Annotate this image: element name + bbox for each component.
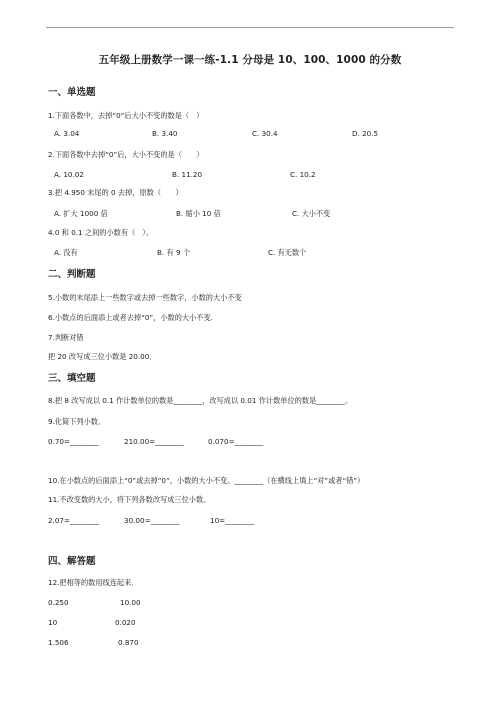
- question-3: 3.把 4.950 末尾的 0 去掉，原数（ ）: [48, 188, 183, 197]
- q1-option-b: B. 3.40: [152, 129, 178, 138]
- match-right-3: 0.870: [118, 638, 139, 647]
- q4-option-a: A. 没有: [54, 248, 78, 257]
- q2-option-b: B. 11.20: [172, 170, 203, 179]
- question-5: 5.小数的末尾添上一些数字或去掉一些数字，小数的大小不变: [48, 293, 242, 302]
- q3-option-c: C. 大小不变: [292, 209, 331, 218]
- page-title: 五年级上册数学一课一练-1.1 分母是 10、100、1000 的分数: [98, 54, 402, 66]
- match-right-2: 0.020: [115, 618, 136, 627]
- question-7-statement: 把 20 改写成三位小数是 20.00．: [48, 352, 157, 361]
- q3-option-b: B. 缩小 10 倍: [176, 209, 221, 218]
- q4-option-b: B. 有 9 个: [157, 248, 191, 257]
- q9-item-c: 0.070=________: [208, 437, 264, 446]
- match-left-3: 1.506: [48, 638, 69, 647]
- q2-option-c: C. 10.2: [290, 170, 316, 179]
- q1-option-d: D. 20.5: [352, 129, 379, 138]
- section-true-false: 二、判断题: [48, 269, 96, 280]
- q1-option-a: A. 3.04: [54, 129, 80, 138]
- section-fill-in: 三、填空题: [48, 373, 96, 384]
- question-11: 11.不改变数的大小，将下列各数改写成三位小数。: [48, 495, 211, 504]
- section-problem-solving: 四、解答题: [48, 556, 96, 567]
- question-12: 12.把相等的数用线连起来．: [48, 578, 139, 587]
- q11-item-c: 10=________: [210, 516, 254, 525]
- question-7: 7.判断对错: [48, 333, 84, 342]
- q1-option-c: C. 30.4: [252, 129, 278, 138]
- question-2: 2.下面各数中去掉“0”后，大小不变的是（ ）: [48, 150, 204, 159]
- match-right-1: 10.00: [120, 598, 141, 607]
- question-10: 10.在小数点的后面添上“0”或去掉“0”，小数的大小不变。________（在横线上填上“对”或者“错”）: [48, 476, 365, 485]
- question-1: 1.下面各数中，去掉“0”后大小不变的数是（ ）: [48, 111, 204, 120]
- question-8: 8.把 8 改写成以 0.1 作计数单位的数是________，改写成以 0.01 作计数单位的数是________。: [48, 396, 353, 405]
- q9-item-b: 210.00=________: [124, 437, 184, 446]
- question-6: 6.小数点的后面添上或者去掉“0”，小数的大小不变.: [48, 313, 213, 322]
- match-left-1: 0.250: [48, 598, 69, 607]
- q11-item-b: 30.00=________: [124, 516, 180, 525]
- question-9: 9.化简下列小数．: [48, 417, 106, 426]
- question-4: 4.0 和 0.1 之间的小数有（ ）。: [48, 228, 154, 237]
- match-left-2: 10: [48, 618, 58, 627]
- header-rule: [46, 27, 454, 28]
- q3-option-a: A. 扩大 1000 倍: [54, 209, 108, 218]
- q9-item-a: 0.70=________: [48, 437, 99, 446]
- q11-item-a: 2.07=________: [48, 516, 99, 525]
- section-single-choice: 一、单选题: [48, 87, 96, 98]
- q4-option-c: C. 有无数个: [268, 248, 307, 257]
- q2-option-a: A. 10.02: [54, 170, 84, 179]
